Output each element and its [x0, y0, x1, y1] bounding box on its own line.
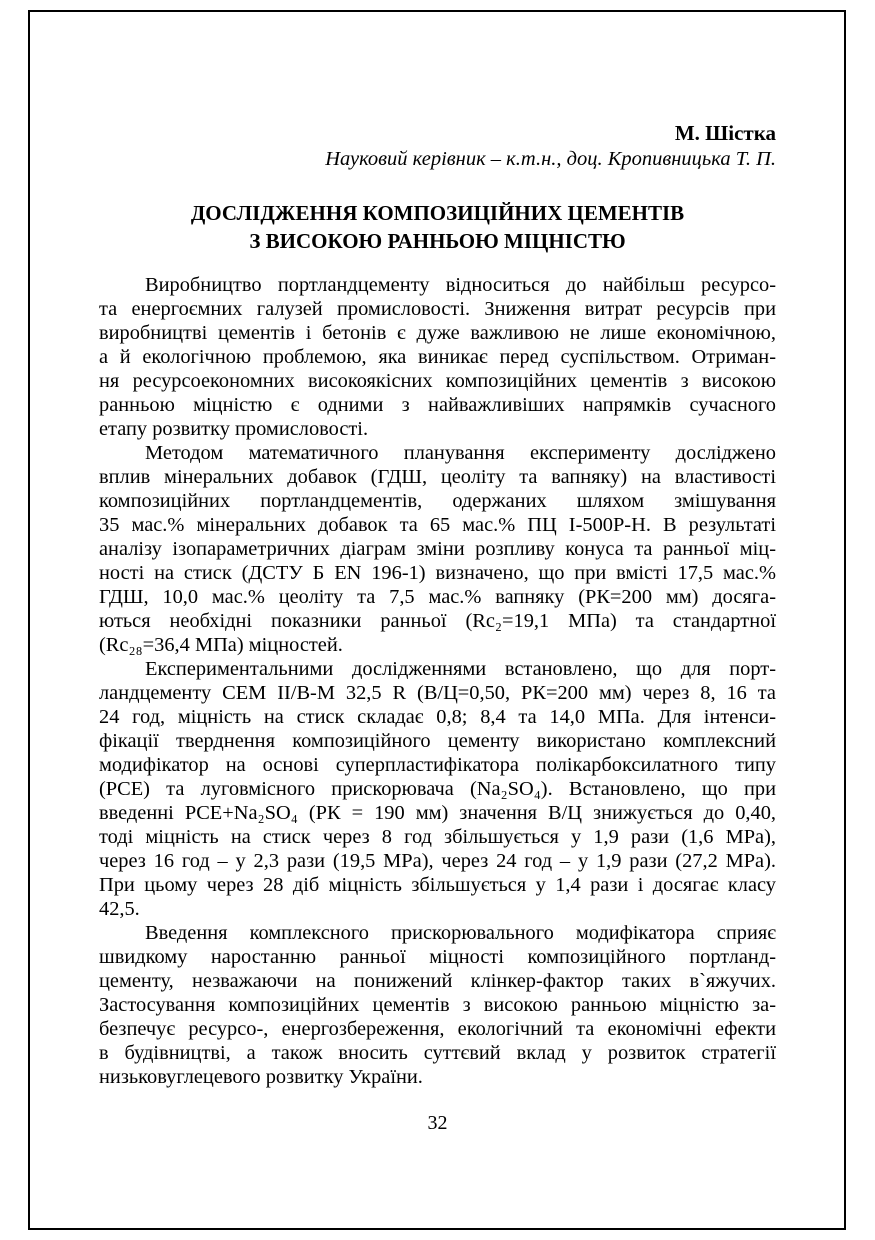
paragraph-line: ності на стиск (ДСТУ Б EN 196-1) визначено, що при вмісті 17,5 мас.%: [99, 562, 776, 584]
paragraph-line: цементу, незважаючи на понижений клінкер-фактор таких в`яжучих.: [99, 970, 776, 992]
paragraph-line: 24 год, міцність на стиск складає 0,8; 8,4 та 14,0 МПа. Для інтенси-: [99, 706, 776, 728]
paragraph-line: (PCE) та луговмісного прискорювача (Na₂SO₄). Встановлено, що при: [99, 778, 776, 800]
paragraph-line: 35 мас.% мінеральних добавок та 65 мас.% ПЦ І-500Р-Н. В результаті: [99, 514, 776, 536]
paragraph-line: низьковуглецевого розвитку України.: [99, 1066, 423, 1088]
paragraph: [99, 657, 776, 921]
title-line-1: ДОСЛІДЖЕННЯ КОМПОЗИЦІЙНИХ ЦЕМЕНТІВ: [190, 201, 685, 225]
paragraph-line: ГДШ, 10,0 мас.% цеоліту та 7,5 мас.% вапняку (РК=200 мм) досяга-: [99, 586, 776, 608]
paragraph-line: При цьому через 28 діб міцність збільшується у 1,4 рази і досягає класу: [99, 874, 776, 896]
paragraph-line: 42,5.: [99, 898, 140, 920]
paragraph-line: ня ресурсоекономних високоякісних композиційних цементів з високою: [99, 370, 776, 392]
paragraph-line: етапу розвитку промисловості.: [99, 418, 369, 440]
page-content: [99, 120, 776, 1089]
title-line-2: З ВИСОКОЮ РАННЬОЮ МІЦНІСТЮ: [249, 229, 626, 253]
paragraph-line: ландцементу CEM II/B-M 32,5 R (В/Ц=0,50, РК=200 мм) через 8, 16 та: [99, 682, 776, 704]
paragraph-line: Виробництво портландцементу відноситься до найбільш ресурсо-: [145, 274, 776, 296]
paragraph-line: Методом математичного планування експерименту досліджено: [145, 442, 776, 464]
paragraph: [99, 441, 776, 657]
paragraph-line: безпечує ресурсо-, енергозбереження, екологічний та економічні ефекти: [99, 1018, 776, 1040]
paragraph-line: через 16 год – у 2,3 рази (19,5 МРа), через 24 год – у 1,9 рази (27,2 МРа).: [99, 850, 776, 872]
supervisor-line: Науковий керівник – к.т.н., доц. Кропивницька Т. П.: [325, 148, 776, 170]
paragraphs: [99, 273, 776, 1089]
paragraph-line: швидкому наростанню ранньої міцності композиційного портланд-: [99, 946, 776, 968]
paragraph-line: виробництві цементів і бетонів є дуже важливою не лише економічною,: [99, 322, 776, 344]
paragraph-line: аналізу ізопараметричних діаграм зміни розпливу конуса та ранньої міц-: [99, 538, 776, 560]
paragraph-line: тоді міцність на стиск через 8 год збільшується у 1,9 рази (1,6 МРа),: [99, 826, 776, 848]
paragraph: [99, 921, 776, 1089]
paragraph-line: модифікатор на основі суперпластифікатора полікарбоксилатного типу: [99, 754, 776, 776]
paragraph-line: в будівництві, а також вносить суттєвий вклад у розвиток стратегії: [99, 1042, 776, 1064]
author-name: М. Шістка: [674, 121, 776, 145]
paragraph-line: введенні PCE+Na₂SO₄ (РК = 190 мм) значення В/Ц знижується до 0,40,: [99, 802, 776, 824]
paragraph-line: (Rc₂₈=36,4 МПа) міцностей.: [99, 634, 343, 656]
paragraph: [99, 273, 776, 441]
page-number: 32: [427, 1112, 448, 1134]
paragraph-line: Застосування композиційних цементів з високою ранньою міцністю за-: [99, 994, 776, 1016]
paragraph-line: Експериментальними дослідженнями встановлено, що для порт-: [145, 658, 776, 680]
paragraph-line: та енергоємних галузей промисловості. Зниження витрат ресурсів при: [99, 298, 776, 320]
paragraph-line: ранньою міцністю є одними з найважливіших напрямків сучасного: [99, 394, 776, 416]
article-title: [99, 199, 776, 255]
paragraph-line: композиційних портландцементів, одержаних шляхом змішування: [99, 490, 776, 512]
paragraph-line: ються необхідні показники ранньої (Rc₂=19,1 МПа) та стандартної: [99, 610, 776, 632]
paragraph-line: Введення комплексного прискорювального модифікатора сприяє: [145, 922, 776, 944]
paragraph-line: а й екологічною проблемою, яка виникає перед суспільством. Отриман-: [99, 346, 776, 368]
paragraph-line: фікації тверднення композиційного цементу використано комплексний: [99, 730, 776, 752]
paragraph-line: вплив мінеральних добавок (ГДШ, цеоліту та вапняку) на властивості: [99, 466, 776, 488]
